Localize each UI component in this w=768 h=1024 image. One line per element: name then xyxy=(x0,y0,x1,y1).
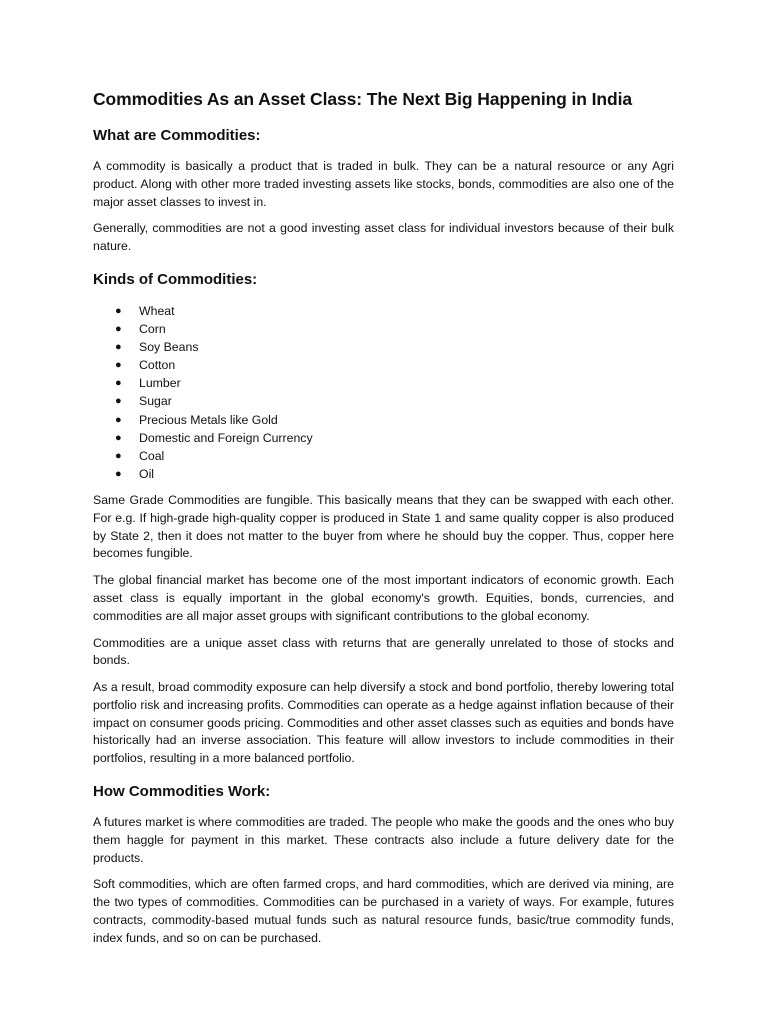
list-item xyxy=(115,411,674,429)
bullet-icon: ● xyxy=(115,359,122,372)
paragraph: A futures market is where commodities are traded. The people who make the goods and the ones who buy them haggle for payment in this market. These contracts also include a future delivery date for the products. xyxy=(93,815,674,865)
list-item xyxy=(115,429,674,447)
bullet-icon: ● xyxy=(115,449,122,462)
paragraph: Generally, commodities are not a good investing asset class for individual investors because of their bulk nature. xyxy=(93,221,674,254)
list-item xyxy=(115,465,674,483)
list-item xyxy=(115,356,674,374)
list-item-label: Soy Beans xyxy=(139,340,199,355)
list-item xyxy=(115,338,674,356)
paragraph: Same Grade Commodities are fungible. This basically means that they can be swapped with each other. For e.g. If high-grade high-quality copper is produced in State 1 and same quality copper is also produced by State 2, then it does not matter to the buyer from where he should buy the copper. Thus, copper here becomes fungible. xyxy=(93,492,674,561)
list-item-label: Lumber xyxy=(139,376,181,391)
bullet-icon: ● xyxy=(115,341,122,354)
list-item xyxy=(115,447,674,465)
list-item-label: Sugar xyxy=(139,394,172,409)
list-item-label: Coal xyxy=(139,448,165,463)
list-item xyxy=(115,320,674,338)
paragraph: Commodities are a unique asset class with returns that are generally unrelated to those of stocks and bonds. xyxy=(93,635,674,668)
list-item xyxy=(115,374,674,392)
paragraph: A commodity is basically a product that is traded in bulk. They can be a natural resource or any Agri product. Along with other more traded investing assets like stocks, bonds, commodities are also one of the major asset classes to invest in. xyxy=(93,159,674,209)
section-heading-how: How Commodities Work: xyxy=(93,783,271,801)
list-item-label: Wheat xyxy=(139,303,175,318)
bullet-icon: ● xyxy=(115,431,122,444)
document-title: Commodities As an Asset Class: The Next Big Happening in India xyxy=(93,89,632,109)
paragraph: Soft commodities, which are often farmed crops, and hard commodities, which are derived via mining, are the two types of commodities. Commodities can be purchased in a variety of ways. For example, futures contracts, commodity-based mutual funds such as natural resource funds, basic/true commodity funds, index funds, and so on can be purchased. xyxy=(93,877,674,945)
bullet-icon: ● xyxy=(115,304,122,317)
commodities-list xyxy=(93,302,674,483)
bullet-icon: ● xyxy=(115,377,122,390)
bullet-icon: ● xyxy=(115,467,122,480)
list-item-label: Cotton xyxy=(139,358,176,373)
list-item-label: Corn xyxy=(139,322,166,337)
bullet-icon: ● xyxy=(115,413,122,426)
paragraph: The global financial market has become one of the most important indicators of economic growth. Each asset class is equally important in the global economy's growth. Equities, bonds, currencies, and commodities are all major asset groups with significant contributions to the global economy. xyxy=(93,573,674,623)
list-item-label: Domestic and Foreign Currency xyxy=(139,430,313,445)
bullet-icon: ● xyxy=(115,395,122,408)
list-item-label: Oil xyxy=(139,466,155,481)
list-item-label: Precious Metals like Gold xyxy=(139,412,278,427)
section-heading-what: What are Commodities: xyxy=(93,127,261,144)
list-item xyxy=(115,392,674,410)
section-heading-kinds: Kinds of Commodities: xyxy=(93,270,258,288)
list-item xyxy=(115,302,674,320)
paragraph: As a result, broad commodity exposure can help diversify a stock and bond portfolio, thereby lowering total portfolio risk and increasing profits. Commodities can operate as a hedge against inflation because of their impact on consumer goods pricing. Commodities and other asset classes such as equities and bonds have historically had an inverse association. This feature will allow investors to include commodities in their portfolios, resulting in a more balanced portfolio. xyxy=(93,680,675,766)
bullet-icon: ● xyxy=(115,323,122,336)
